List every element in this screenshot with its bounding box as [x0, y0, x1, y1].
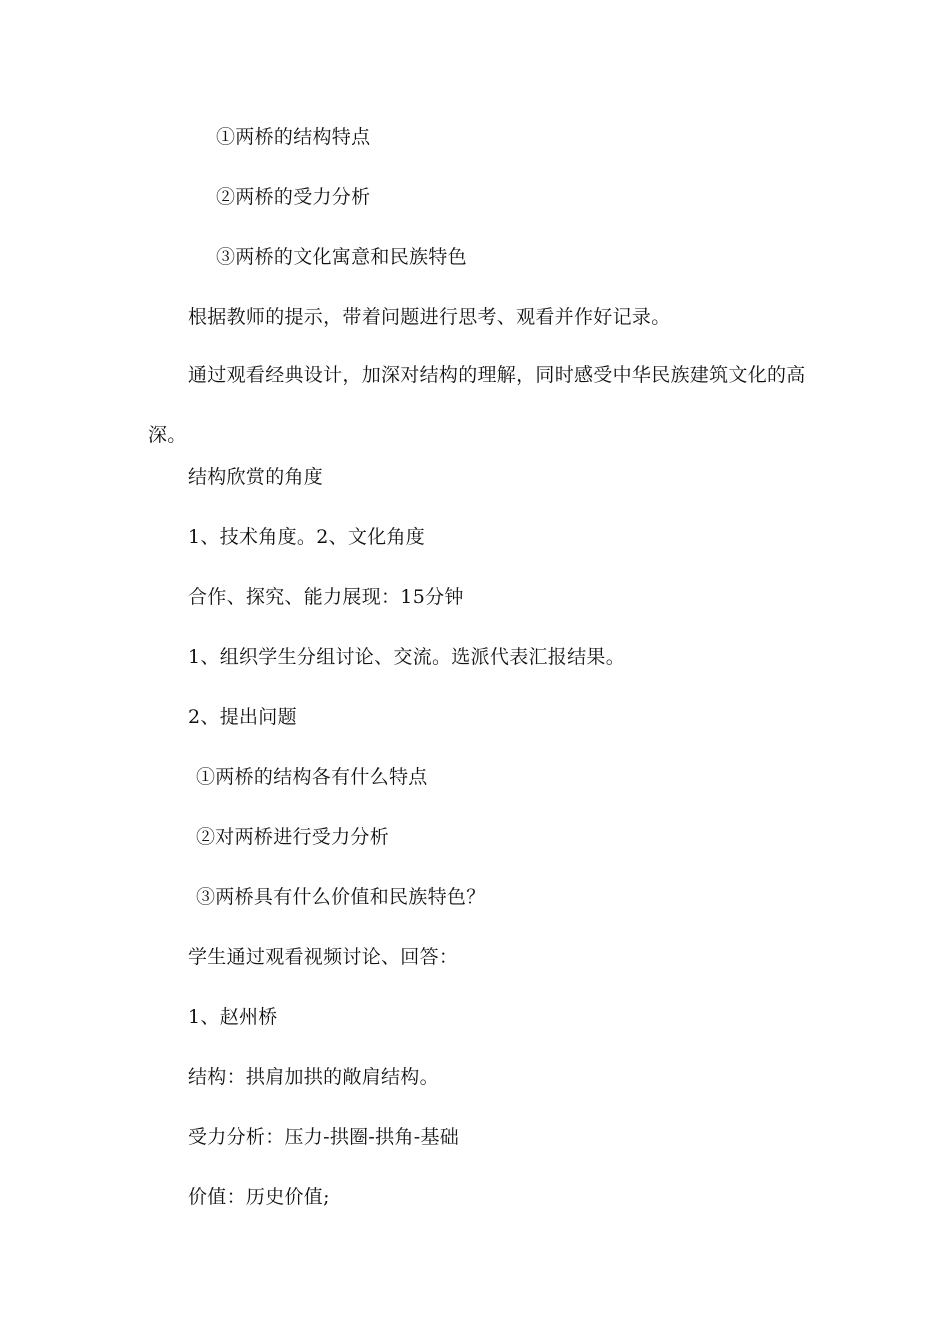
sub-item-force-analysis: ②两桥的受力分析: [216, 186, 371, 208]
paragraph-classic-design: 通过观看经典设计，加深对结构的理解，同时感受中华民族建筑文化的高深。: [148, 364, 806, 446]
paragraph-appreciation-angle: 结构欣赏的角度: [188, 466, 324, 488]
paragraph-structure: 结构：拱肩加拱的敞肩结构。: [188, 1066, 439, 1088]
paragraph-teacher-hint: 根据教师的提示，带着问题进行思考、观看并作好记录。: [188, 306, 671, 328]
sub-item-cultural-meaning: ③两桥的文化寓意和民族特色: [216, 246, 467, 268]
paragraph-student-answer: 学生通过观看视频讨论、回答：: [188, 946, 459, 968]
heading-zhaozhou-bridge: 1、赵州桥: [188, 1006, 278, 1028]
sub-item-bridge-structure: ①两桥的结构特点: [216, 126, 371, 148]
section-heading-cooperation: 合作、探究、能力展现：15分钟: [188, 586, 464, 608]
paragraph-group-discussion: 1、组织学生分组讨论、交流。选派代表汇报结果。: [188, 646, 625, 668]
question-structure-features: ①两桥的结构各有什么特点: [196, 766, 428, 788]
paragraph-angles-list: 1、技术角度。2、文化角度: [188, 526, 426, 548]
paragraph-raise-questions: 2、提出问题: [188, 706, 297, 728]
paragraph-value: 价值：历史价值;: [188, 1186, 330, 1208]
question-force-analysis: ②对两桥进行受力分析: [196, 826, 390, 848]
question-value-features: ③两桥具有什么价值和民族特色？: [196, 886, 486, 908]
paragraph-force-path: 受力分析：压力-拱圈-拱角-基础: [188, 1126, 460, 1148]
